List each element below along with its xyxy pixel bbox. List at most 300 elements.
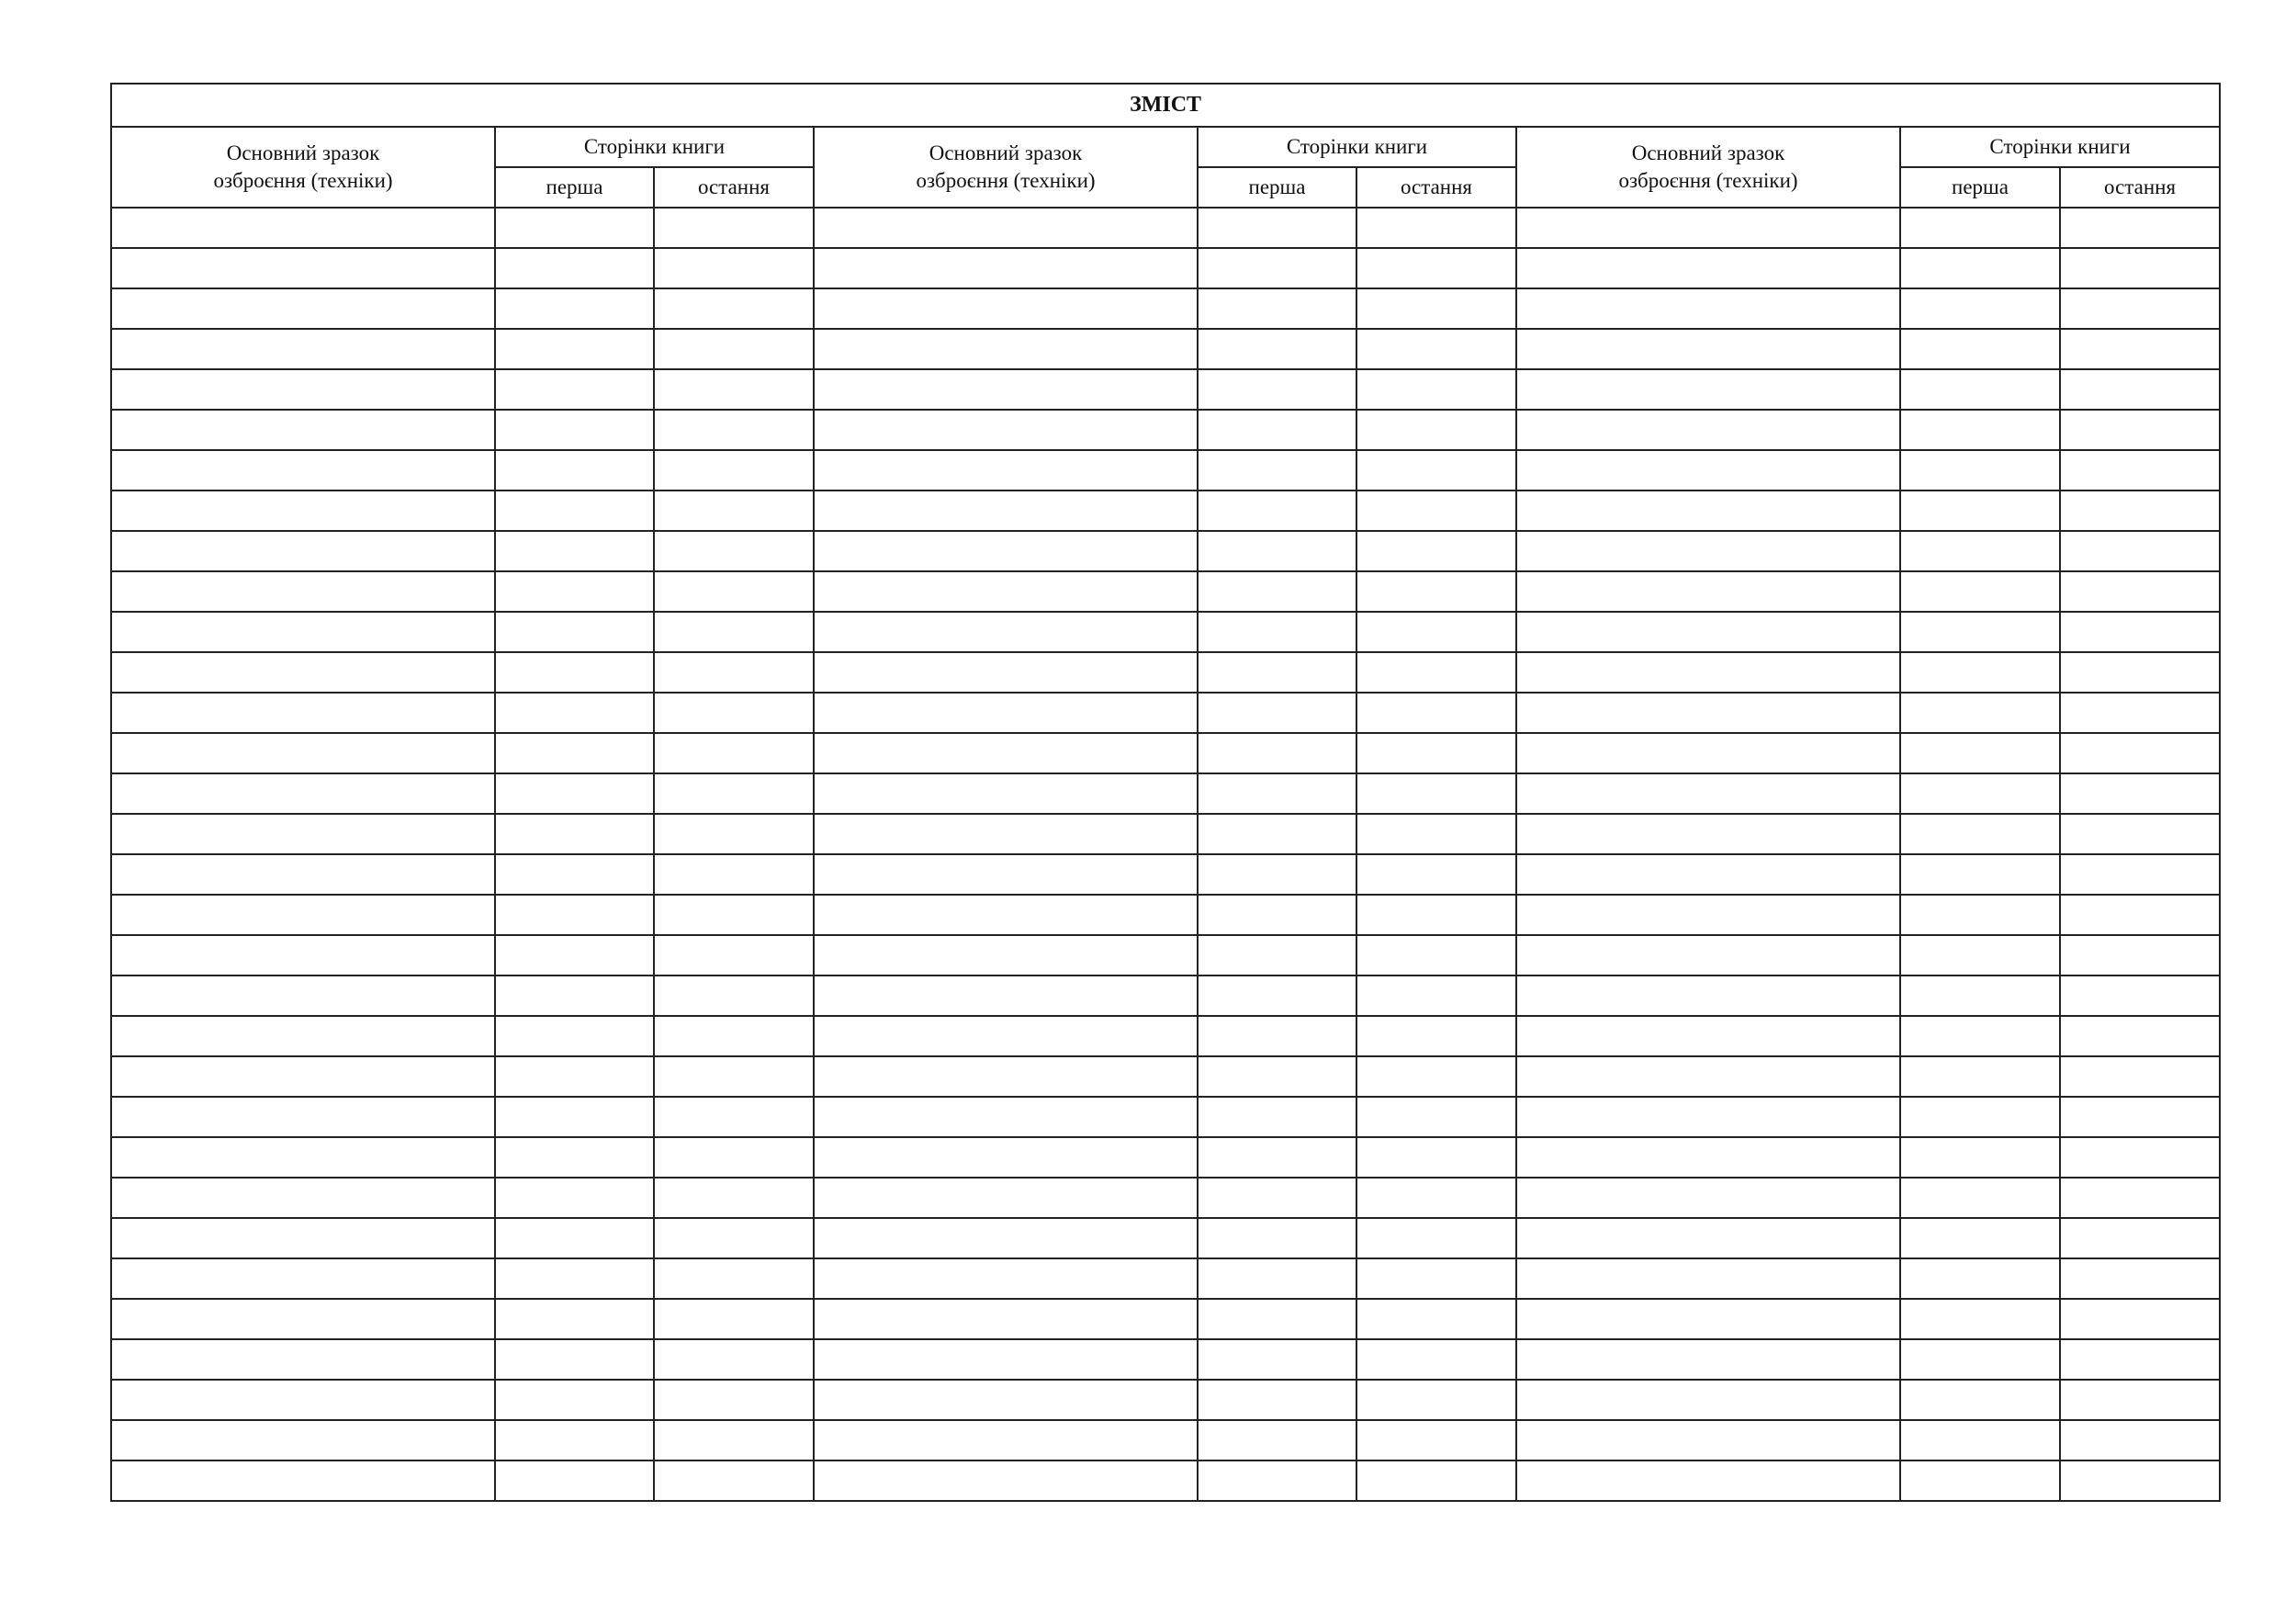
column-header-first-page: перша: [1198, 167, 1356, 208]
table-body: [111, 208, 2220, 1501]
weapon-sample-cell: [814, 976, 1198, 1016]
last-page-cell: [1356, 450, 1516, 491]
last-page-cell: [654, 1056, 814, 1097]
first-page-cell: [495, 1056, 654, 1097]
column-header-first-page: перша: [495, 167, 654, 208]
first-page-cell: [495, 329, 654, 369]
last-page-cell: [654, 1258, 814, 1299]
last-page-cell: [1356, 1056, 1516, 1097]
first-page-cell: [495, 976, 654, 1016]
last-page-cell: [2060, 450, 2220, 491]
last-page-cell: [2060, 693, 2220, 733]
weapon-sample-cell: [1516, 369, 1900, 410]
first-page-cell: [1900, 733, 2060, 773]
weapon-sample-cell: [814, 1218, 1198, 1258]
last-page-cell: [654, 1420, 814, 1460]
first-page-cell: [495, 935, 654, 976]
weapon-sample-cell: [111, 935, 495, 976]
first-page-cell: [495, 1299, 654, 1339]
table-row: [111, 1178, 2220, 1218]
first-page-cell: [1198, 1016, 1356, 1056]
weapon-sample-cell: [111, 208, 495, 248]
first-page-cell: [1900, 571, 2060, 612]
table-row: [111, 491, 2220, 531]
first-page-cell: [1198, 208, 1356, 248]
first-page-cell: [1900, 1097, 2060, 1137]
table-row: [111, 733, 2220, 773]
weapon-sample-cell: [1516, 895, 1900, 935]
weapon-sample-cell: [814, 612, 1198, 652]
last-page-cell: [1356, 531, 1516, 571]
first-page-cell: [1198, 288, 1356, 329]
column-header-weapon-sample: Основний зразок озброєння (техніки): [1516, 127, 1900, 208]
last-page-cell: [2060, 854, 2220, 895]
weapon-sample-cell: [814, 208, 1198, 248]
weapon-sample-cell: [1516, 450, 1900, 491]
first-page-cell: [1900, 1258, 2060, 1299]
first-page-cell: [1198, 1178, 1356, 1218]
table-row: [111, 976, 2220, 1016]
last-page-cell: [1356, 208, 1516, 248]
last-page-cell: [2060, 410, 2220, 450]
first-page-cell: [495, 854, 654, 895]
table-row: [111, 1339, 2220, 1380]
weapon-sample-cell: [1516, 531, 1900, 571]
weapon-sample-cell: [1516, 1420, 1900, 1460]
first-page-cell: [495, 612, 654, 652]
first-page-cell: [1900, 854, 2060, 895]
last-page-cell: [2060, 1420, 2220, 1460]
last-page-cell: [2060, 288, 2220, 329]
table-row: [111, 612, 2220, 652]
last-page-cell: [654, 1460, 814, 1501]
first-page-cell: [1198, 1056, 1356, 1097]
table-row: [111, 208, 2220, 248]
last-page-cell: [654, 854, 814, 895]
last-page-cell: [1356, 652, 1516, 693]
column-header-last-page: остання: [654, 167, 814, 208]
weapon-sample-cell: [111, 491, 495, 531]
weapon-sample-cell: [1516, 814, 1900, 854]
weapon-sample-cell: [814, 531, 1198, 571]
weapon-sample-cell: [814, 854, 1198, 895]
first-page-cell: [1900, 329, 2060, 369]
table-row: [111, 693, 2220, 733]
weapon-sample-cell: [111, 329, 495, 369]
last-page-cell: [2060, 1056, 2220, 1097]
column-header-first-page: перша: [1900, 167, 2060, 208]
table-row: [111, 450, 2220, 491]
first-page-cell: [1900, 491, 2060, 531]
table-row: [111, 1137, 2220, 1178]
last-page-cell: [2060, 733, 2220, 773]
weapon-sample-cell: [1516, 733, 1900, 773]
last-page-cell: [1356, 1339, 1516, 1380]
first-page-cell: [1198, 1137, 1356, 1178]
last-page-cell: [1356, 1097, 1516, 1137]
first-page-cell: [1900, 935, 2060, 976]
first-page-cell: [1900, 450, 2060, 491]
weapon-sample-cell: [1516, 1339, 1900, 1380]
last-page-cell: [2060, 1460, 2220, 1501]
last-page-cell: [654, 410, 814, 450]
last-page-cell: [654, 571, 814, 612]
last-page-cell: [1356, 1178, 1516, 1218]
last-page-cell: [654, 329, 814, 369]
table-row: [111, 1460, 2220, 1501]
first-page-cell: [1198, 531, 1356, 571]
column-header-weapon-sample: Основний зразок озброєння (техніки): [111, 127, 495, 208]
last-page-cell: [2060, 1258, 2220, 1299]
table-title: ЗМІСТ: [111, 84, 2220, 127]
first-page-cell: [495, 1218, 654, 1258]
first-page-cell: [1198, 1380, 1356, 1420]
first-page-cell: [1198, 814, 1356, 854]
last-page-cell: [1356, 895, 1516, 935]
first-page-cell: [1900, 895, 2060, 935]
last-page-cell: [1356, 1420, 1516, 1460]
weapon-sample-cell: [1516, 854, 1900, 895]
last-page-cell: [1356, 773, 1516, 814]
table-row: [111, 1218, 2220, 1258]
first-page-cell: [1900, 1178, 2060, 1218]
first-page-cell: [1900, 410, 2060, 450]
last-page-cell: [654, 288, 814, 329]
last-page-cell: [654, 1097, 814, 1137]
last-page-cell: [1356, 571, 1516, 612]
table-row: [111, 531, 2220, 571]
last-page-cell: [1356, 1380, 1516, 1420]
weapon-sample-cell: [814, 1137, 1198, 1178]
weapon-sample-cell: [111, 1258, 495, 1299]
last-page-cell: [654, 491, 814, 531]
weapon-sample-cell: [1516, 248, 1900, 288]
first-page-cell: [1198, 773, 1356, 814]
last-page-cell: [1356, 814, 1516, 854]
weapon-sample-cell: [1516, 1016, 1900, 1056]
last-page-cell: [654, 1339, 814, 1380]
weapon-sample-cell: [111, 1339, 495, 1380]
first-page-cell: [495, 1097, 654, 1137]
last-page-cell: [2060, 814, 2220, 854]
weapon-sample-cell: [1516, 976, 1900, 1016]
first-page-cell: [1900, 773, 2060, 814]
weapon-sample-cell: [111, 1460, 495, 1501]
weapon-sample-cell: [111, 288, 495, 329]
last-page-cell: [1356, 288, 1516, 329]
weapon-sample-cell: [1516, 288, 1900, 329]
last-page-cell: [1356, 1218, 1516, 1258]
weapon-sample-cell: [814, 895, 1198, 935]
first-page-cell: [1900, 1339, 2060, 1380]
weapon-sample-cell: [814, 1056, 1198, 1097]
weapon-sample-cell: [814, 935, 1198, 976]
weapon-sample-cell: [1516, 1380, 1900, 1420]
weapon-sample-cell: [1516, 1299, 1900, 1339]
weapon-sample-cell: [814, 733, 1198, 773]
weapon-sample-cell: [111, 652, 495, 693]
first-page-cell: [495, 773, 654, 814]
last-page-cell: [2060, 1137, 2220, 1178]
column-header-book-pages: Сторінки книги: [1900, 127, 2220, 167]
first-page-cell: [1198, 733, 1356, 773]
last-page-cell: [1356, 329, 1516, 369]
weapon-sample-cell: [814, 1380, 1198, 1420]
last-page-cell: [654, 1178, 814, 1218]
weapon-sample-cell: [111, 612, 495, 652]
table-row: [111, 1380, 2220, 1420]
first-page-cell: [495, 1137, 654, 1178]
last-page-cell: [2060, 976, 2220, 1016]
first-page-cell: [1198, 895, 1356, 935]
last-page-cell: [2060, 1178, 2220, 1218]
first-page-cell: [1900, 1137, 2060, 1178]
column-header-weapon-sample: Основний зразок озброєння (техніки): [814, 127, 1198, 208]
first-page-cell: [1900, 693, 2060, 733]
first-page-cell: [495, 1258, 654, 1299]
weapon-sample-cell: [111, 1299, 495, 1339]
weapon-sample-cell: [1516, 1137, 1900, 1178]
first-page-cell: [1198, 976, 1356, 1016]
first-page-cell: [1900, 612, 2060, 652]
table-row: [111, 1097, 2220, 1137]
table-row: [111, 854, 2220, 895]
last-page-cell: [1356, 1137, 1516, 1178]
last-page-cell: [654, 531, 814, 571]
first-page-cell: [495, 693, 654, 733]
first-page-cell: [1198, 854, 1356, 895]
last-page-cell: [654, 976, 814, 1016]
last-page-cell: [2060, 612, 2220, 652]
last-page-cell: [2060, 1299, 2220, 1339]
last-page-cell: [1356, 1460, 1516, 1501]
last-page-cell: [2060, 1016, 2220, 1056]
weapon-sample-cell: [814, 1299, 1198, 1339]
first-page-cell: [495, 1178, 654, 1218]
first-page-cell: [1900, 1380, 2060, 1420]
first-page-cell: [495, 1460, 654, 1501]
last-page-cell: [1356, 1299, 1516, 1339]
first-page-cell: [495, 450, 654, 491]
last-page-cell: [1356, 491, 1516, 531]
first-page-cell: [495, 1339, 654, 1380]
last-page-cell: [2060, 531, 2220, 571]
column-header-last-page: остання: [1356, 167, 1516, 208]
table-row: [111, 895, 2220, 935]
weapon-sample-cell: [814, 1258, 1198, 1299]
last-page-cell: [2060, 571, 2220, 612]
last-page-cell: [654, 1016, 814, 1056]
column-header-book-pages: Сторінки книги: [495, 127, 814, 167]
weapon-sample-cell: [814, 288, 1198, 329]
weapon-sample-cell: [814, 329, 1198, 369]
weapon-sample-cell: [111, 1016, 495, 1056]
last-page-cell: [654, 773, 814, 814]
last-page-cell: [654, 693, 814, 733]
table-row: [111, 329, 2220, 369]
first-page-cell: [495, 814, 654, 854]
first-page-cell: [1198, 935, 1356, 976]
weapon-sample-cell: [111, 693, 495, 733]
last-page-cell: [1356, 612, 1516, 652]
last-page-cell: [1356, 935, 1516, 976]
first-page-cell: [1198, 693, 1356, 733]
weapon-sample-cell: [1516, 491, 1900, 531]
first-page-cell: [1900, 248, 2060, 288]
last-page-cell: [1356, 854, 1516, 895]
weapon-sample-cell: [111, 450, 495, 491]
table-row: [111, 1016, 2220, 1056]
weapon-sample-cell: [1516, 773, 1900, 814]
last-page-cell: [2060, 1380, 2220, 1420]
first-page-cell: [1198, 329, 1356, 369]
last-page-cell: [654, 208, 814, 248]
first-page-cell: [1198, 1218, 1356, 1258]
last-page-cell: [1356, 976, 1516, 1016]
table-row: [111, 248, 2220, 288]
first-page-cell: [495, 1380, 654, 1420]
last-page-cell: [2060, 248, 2220, 288]
first-page-cell: [1900, 1056, 2060, 1097]
weapon-sample-cell: [814, 1178, 1198, 1218]
last-page-cell: [1356, 1258, 1516, 1299]
weapon-sample-cell: [1516, 1178, 1900, 1218]
weapon-sample-cell: [1516, 652, 1900, 693]
table-row: [111, 1420, 2220, 1460]
weapon-sample-cell: [814, 1016, 1198, 1056]
last-page-cell: [654, 612, 814, 652]
last-page-cell: [2060, 652, 2220, 693]
first-page-cell: [495, 1016, 654, 1056]
weapon-sample-cell: [814, 491, 1198, 531]
column-header-last-page: остання: [2060, 167, 2220, 208]
first-page-cell: [1900, 1218, 2060, 1258]
last-page-cell: [654, 369, 814, 410]
first-page-cell: [495, 410, 654, 450]
first-page-cell: [495, 531, 654, 571]
first-page-cell: [1198, 1299, 1356, 1339]
weapon-sample-cell: [111, 895, 495, 935]
contents-table: [110, 83, 2221, 1502]
first-page-cell: [1198, 652, 1356, 693]
weapon-sample-cell: [814, 410, 1198, 450]
first-page-cell: [1900, 1420, 2060, 1460]
weapon-sample-cell: [814, 1420, 1198, 1460]
first-page-cell: [1900, 531, 2060, 571]
weapon-sample-cell: [111, 1380, 495, 1420]
last-page-cell: [2060, 1097, 2220, 1137]
weapon-sample-cell: [1516, 612, 1900, 652]
last-page-cell: [1356, 693, 1516, 733]
weapon-sample-cell: [111, 854, 495, 895]
first-page-cell: [1198, 410, 1356, 450]
last-page-cell: [2060, 208, 2220, 248]
table-row: [111, 369, 2220, 410]
first-page-cell: [495, 288, 654, 329]
last-page-cell: [654, 1218, 814, 1258]
last-page-cell: [654, 935, 814, 976]
first-page-cell: [1900, 1460, 2060, 1501]
weapon-sample-cell: [1516, 208, 1900, 248]
first-page-cell: [1198, 1460, 1356, 1501]
first-page-cell: [1900, 976, 2060, 1016]
first-page-cell: [1198, 450, 1356, 491]
first-page-cell: [1198, 612, 1356, 652]
weapon-sample-cell: [111, 571, 495, 612]
weapon-sample-cell: [1516, 693, 1900, 733]
weapon-sample-cell: [1516, 935, 1900, 976]
table-row: [111, 288, 2220, 329]
table-row: [111, 935, 2220, 976]
weapon-sample-cell: [814, 652, 1198, 693]
last-page-cell: [2060, 1339, 2220, 1380]
weapon-sample-cell: [111, 1056, 495, 1097]
last-page-cell: [2060, 895, 2220, 935]
first-page-cell: [495, 369, 654, 410]
first-page-cell: [495, 1420, 654, 1460]
last-page-cell: [2060, 773, 2220, 814]
weapon-sample-cell: [814, 1339, 1198, 1380]
first-page-cell: [1198, 1339, 1356, 1380]
weapon-sample-cell: [1516, 1258, 1900, 1299]
weapon-sample-cell: [814, 450, 1198, 491]
last-page-cell: [654, 1137, 814, 1178]
first-page-cell: [1198, 1420, 1356, 1460]
last-page-cell: [1356, 733, 1516, 773]
weapon-sample-cell: [814, 1460, 1198, 1501]
last-page-cell: [1356, 248, 1516, 288]
first-page-cell: [1198, 491, 1356, 531]
weapon-sample-cell: [814, 1097, 1198, 1137]
last-page-cell: [2060, 935, 2220, 976]
last-page-cell: [2060, 369, 2220, 410]
first-page-cell: [495, 491, 654, 531]
weapon-sample-cell: [111, 410, 495, 450]
first-page-cell: [495, 895, 654, 935]
first-page-cell: [1900, 288, 2060, 329]
weapon-sample-cell: [814, 693, 1198, 733]
weapon-sample-cell: [111, 773, 495, 814]
first-page-cell: [1900, 814, 2060, 854]
first-page-cell: [1198, 369, 1356, 410]
table-row: [111, 571, 2220, 612]
first-page-cell: [1900, 1016, 2060, 1056]
last-page-cell: [654, 895, 814, 935]
last-page-cell: [2060, 1218, 2220, 1258]
first-page-cell: [495, 208, 654, 248]
last-page-cell: [654, 733, 814, 773]
first-page-cell: [1198, 248, 1356, 288]
last-page-cell: [1356, 410, 1516, 450]
last-page-cell: [654, 1299, 814, 1339]
weapon-sample-cell: [111, 1218, 495, 1258]
weapon-sample-cell: [111, 1137, 495, 1178]
last-page-cell: [654, 248, 814, 288]
weapon-sample-cell: [111, 733, 495, 773]
last-page-cell: [654, 814, 814, 854]
weapon-sample-cell: [1516, 329, 1900, 369]
table-row: [111, 1056, 2220, 1097]
weapon-sample-cell: [111, 814, 495, 854]
first-page-cell: [1900, 369, 2060, 410]
last-page-cell: [654, 1380, 814, 1420]
first-page-cell: [1198, 1258, 1356, 1299]
weapon-sample-cell: [1516, 1097, 1900, 1137]
weapon-sample-cell: [111, 1178, 495, 1218]
weapon-sample-cell: [111, 369, 495, 410]
table-row: [111, 1258, 2220, 1299]
last-page-cell: [2060, 329, 2220, 369]
